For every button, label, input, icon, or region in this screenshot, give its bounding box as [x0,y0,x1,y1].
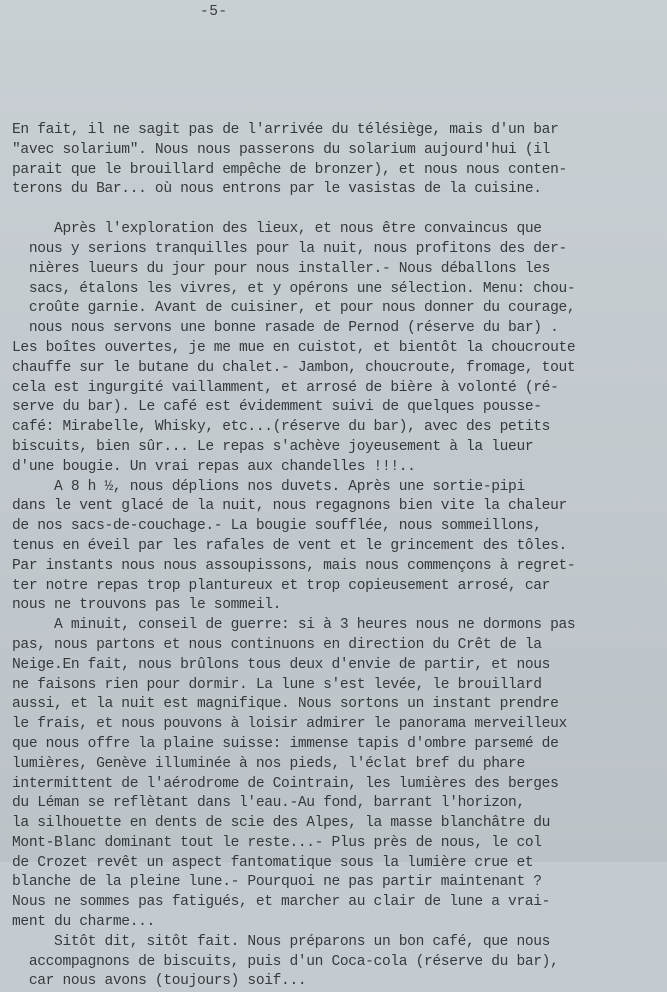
body-text [12,121,662,992]
text-line: de Crozet revêt un aspect fantomatique sous la lumière crue et [12,854,534,871]
text-line: que nous offre la plaine suisse: immense tapis d'ombre parsemé de [12,735,559,752]
text-line: tenus en éveil par les rafales de vent et le grincement des tôles. [12,537,567,554]
text-line: dans le vent glacé de la nuit, nous regagnons bien vite la chaleur [12,498,567,515]
paragraph-3 [12,478,662,617]
text-line: la silhouette en dents de scie des Alpes, la masse blanchâtre du [12,815,551,832]
text-line: du Léman se reflètant dans l'eau.-Au fond, barrant l'horizon, [12,795,525,812]
text-line: cela est ingurgité vaillamment, et arrosé de bière à volonté (ré- [12,379,559,396]
text-line: A 8 h ½, nous déplions nos duvets. Après une sortie-pipi [12,478,525,495]
text-line: nières lueurs du jour pour nous installer.- Nous déballons les [12,260,551,277]
text-line: parait que le brouillard empêche de bronzer), et nous nous conten- [12,161,567,178]
text-line: "avec solarium". Nous nous passerons du solarium aujourd'hui (il [12,141,551,158]
page-number: -5- [200,4,228,20]
text-line: nous y serions tranquilles pour la nuit, nous profitons des der- [12,240,567,257]
text-line: d'une bougie. Un vrai repas aux chandelles !!!.. [12,458,416,475]
text-line: Par instants nous nous assoupissons, mais nous commençons à regret- [12,557,576,574]
text-line: aussi, et la nuit est magnifique. Nous sortons un instant prendre [12,696,559,713]
text-line: sacs, étalons les vivres, et y opérons une sélection. Menu: chou- [12,280,576,297]
text-line: pas, nous partons et nous continuons en direction du Crêt de la [12,636,542,653]
text-line: croûte garnie. Avant de cuisiner, et pour nous donner du courage, [12,300,576,317]
text-line: ter notre repas trop plantureux et trop copieusement arrosé, car [12,577,551,594]
text-line: lumières, Genève illuminée à nos pieds, l'éclat bref du phare [12,755,525,772]
text-line: terons du Bar... où nous entrons par le vasistas de la cuisine. [12,181,542,198]
paragraph-4 [12,616,662,933]
text-line: le frais, et nous pouvons à loisir admirer le panorama merveilleux [12,716,567,733]
text-line: de nos sacs-de-couchage.- La bougie soufflée, nous sommeillons, [12,518,542,535]
paragraph-5 [12,933,662,992]
text-line: Nous ne sommes pas fatigués, et marcher au clair de lune a vrai- [12,894,551,911]
paragraph-gap [12,200,662,220]
text-line: biscuits, bien sûr... Le repas s'achève joyeusement à la lueur [12,438,534,455]
text-line: nous ne trouvons pas le sommeil. [12,597,282,614]
text-line: chauffe sur le butane du chalet.- Jambon, choucroute, fromage, tout [12,359,576,376]
text-line: serve du bar). Le café est évidemment suivi de quelques pousse- [12,399,542,416]
text-line: intermittent de l'aérodrome de Cointrain, les lumières des berges [12,775,559,792]
text-line: Les boîtes ouvertes, je me mue en cuistot, et bientôt la choucroute [12,339,576,356]
paragraph-1 [12,121,662,200]
text-line: café: Mirabelle, Whisky, etc...(réserve du bar), avec des petits [12,419,551,436]
text-line: Mont-Blanc dominant tout le reste...- Plus près de nous, le col [12,834,542,851]
text-line: accompagnons de biscuits, puis d'un Coca-cola (réserve du bar), [12,953,559,970]
paragraph-2 [12,220,662,477]
text-line: A minuit, conseil de guerre: si à 3 heures nous ne dormons pas [12,617,576,634]
text-line: ne faisons rien pour dormir. La lune s'est levée, le brouillard [12,676,542,693]
text-line: nous nous servons une bonne rasade de Pernod (réserve du bar) . [12,320,559,337]
text-line: Neige.En fait, nous brûlons tous deux d'envie de partir, et nous [12,656,551,673]
text-line: En fait, il ne sagit pas de l'arrivée du télésiège, mais d'un bar [12,122,559,138]
text-line: car nous avons (toujours) soif... [12,973,307,990]
text-line: Après l'exploration des lieux, et nous être convaincus que [12,221,542,238]
text-line: Sitôt dit, sitôt fait. Nous préparons un bon café, que nous [12,933,551,950]
text-line: blanche de la pleine lune.- Pourquoi ne pas partir maintenant ? [12,874,542,891]
text-line: ment du charme... [12,914,155,931]
